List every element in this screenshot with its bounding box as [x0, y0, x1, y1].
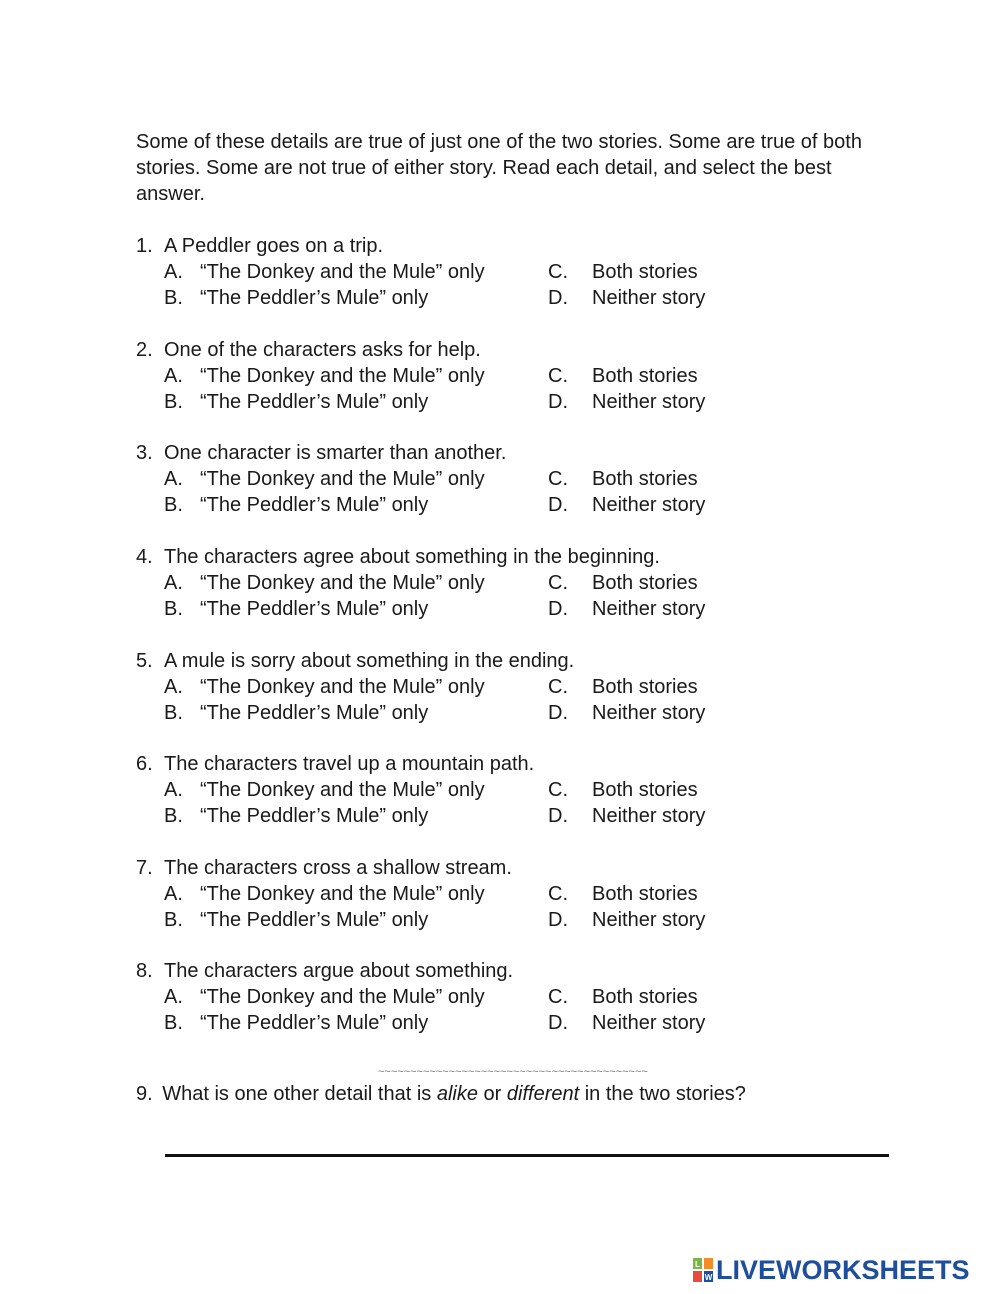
question-text: The characters travel up a mountain path.: [164, 753, 535, 775]
option-c[interactable]: Both stories: [592, 676, 698, 698]
emphasis-alike: alike: [436, 1083, 478, 1105]
option-a-letter[interactable]: A.: [164, 261, 183, 283]
option-d-letter[interactable]: D.: [548, 287, 568, 309]
question-number: 2.: [136, 339, 153, 361]
svg-text:W: W: [704, 1273, 713, 1282]
question-6: [136, 751, 896, 829]
option-a[interactable]: “The Donkey and the Mule” only: [200, 468, 485, 490]
option-d[interactable]: Neither story: [592, 391, 706, 413]
option-d[interactable]: Neither story: [592, 287, 706, 309]
option-d[interactable]: Neither story: [592, 909, 706, 931]
option-c[interactable]: Both stories: [592, 365, 698, 387]
question-9: [136, 1081, 746, 1107]
question-5: [136, 648, 896, 726]
option-b[interactable]: “The Peddler’s Mule” only: [200, 805, 429, 827]
option-a[interactable]: “The Donkey and the Mule” only: [200, 676, 485, 698]
question-number: 8.: [136, 960, 153, 982]
question-7: [136, 855, 896, 933]
option-d-letter[interactable]: D.: [548, 909, 568, 931]
option-c-letter[interactable]: C.: [548, 468, 568, 490]
option-d-letter[interactable]: D.: [548, 598, 568, 620]
option-a-letter[interactable]: A.: [164, 986, 183, 1008]
option-a[interactable]: “The Donkey and the Mule” only: [200, 779, 485, 801]
option-d[interactable]: Neither story: [592, 494, 706, 516]
option-c-letter[interactable]: C.: [548, 883, 568, 905]
option-c[interactable]: Both stories: [592, 779, 698, 801]
option-a-letter[interactable]: A.: [164, 883, 183, 905]
option-b-letter[interactable]: B.: [164, 909, 183, 931]
separator: ~~~~~~~~~~~~~~~~~~~~~~~~~~~~~~~~~~~~~~~~~~: [378, 1066, 648, 1078]
question-8: [136, 958, 896, 1036]
option-a[interactable]: “The Donkey and the Mule” only: [200, 261, 485, 283]
option-a-letter[interactable]: A.: [164, 468, 183, 490]
option-c-letter[interactable]: C.: [548, 676, 568, 698]
option-b-letter[interactable]: B.: [164, 805, 183, 827]
option-b[interactable]: “The Peddler’s Mule” only: [200, 702, 429, 724]
option-c[interactable]: Both stories: [592, 572, 698, 594]
question-text: The characters agree about something in the beginning.: [164, 546, 660, 568]
emphasis-different: different: [506, 1083, 580, 1105]
option-b-letter[interactable]: B.: [164, 494, 183, 516]
option-c-letter[interactable]: C.: [548, 779, 568, 801]
option-b[interactable]: “The Peddler’s Mule” only: [200, 1012, 429, 1034]
option-d-letter[interactable]: D.: [548, 1012, 568, 1034]
option-d-letter[interactable]: D.: [548, 702, 568, 724]
svg-text:L: L: [695, 1260, 700, 1269]
question-text: What is one other detail that is alike or different in the two stories?: [162, 1083, 746, 1105]
option-a-letter[interactable]: A.: [164, 572, 183, 594]
question-text: A Peddler goes on a trip.: [164, 235, 384, 257]
option-b-letter[interactable]: B.: [164, 702, 183, 724]
option-b-letter[interactable]: B.: [164, 1012, 183, 1034]
option-a-letter[interactable]: A.: [164, 365, 183, 387]
option-a-letter[interactable]: A.: [164, 779, 183, 801]
answer-input-line[interactable]: [165, 1154, 889, 1157]
option-c[interactable]: Both stories: [592, 883, 698, 905]
option-c-letter[interactable]: C.: [548, 572, 568, 594]
option-b-letter[interactable]: B.: [164, 598, 183, 620]
liveworksheets-logo: [692, 1256, 970, 1284]
question-1: [136, 233, 896, 311]
option-c[interactable]: Both stories: [592, 261, 698, 283]
option-d[interactable]: Neither story: [592, 805, 706, 827]
option-a[interactable]: “The Donkey and the Mule” only: [200, 883, 485, 905]
question-number: 3.: [136, 442, 153, 464]
option-a-letter[interactable]: A.: [164, 676, 183, 698]
option-b[interactable]: “The Peddler’s Mule” only: [200, 494, 429, 516]
option-a[interactable]: “The Donkey and the Mule” only: [200, 572, 485, 594]
option-d[interactable]: Neither story: [592, 598, 706, 620]
question-number: 9.: [136, 1083, 153, 1105]
option-c-letter[interactable]: C.: [548, 365, 568, 387]
option-d-letter[interactable]: D.: [548, 805, 568, 827]
instructions: Some of these details are true of just one of the two stories. Some are true of both stories. Some are not true of either story. Read each detail, and select the best answer.: [136, 131, 862, 205]
question-text: A mule is sorry about something in the ending.: [164, 650, 575, 672]
question-text: The characters cross a shallow stream.: [164, 857, 512, 879]
logo-text: LIVEWORKSHEETS: [716, 1254, 970, 1285]
option-d-letter[interactable]: D.: [548, 391, 568, 413]
option-c-letter[interactable]: C.: [548, 986, 568, 1008]
question-text: The characters argue about something.: [164, 960, 514, 982]
option-c[interactable]: Both stories: [592, 468, 698, 490]
question-text: One character is smarter than another.: [164, 442, 507, 464]
option-a[interactable]: “The Donkey and the Mule” only: [200, 365, 485, 387]
question-text: One of the characters asks for help.: [164, 339, 481, 361]
option-a[interactable]: “The Donkey and the Mule” only: [200, 986, 485, 1008]
question-4: [136, 544, 896, 622]
question-number: 5.: [136, 650, 153, 672]
option-d[interactable]: Neither story: [592, 702, 706, 724]
question-number: 1.: [136, 235, 153, 257]
question-3: [136, 440, 896, 518]
question-number: 4.: [136, 546, 153, 568]
option-d-letter[interactable]: D.: [548, 494, 568, 516]
option-c-letter[interactable]: C.: [548, 261, 568, 283]
option-b[interactable]: “The Peddler’s Mule” only: [200, 287, 429, 309]
option-b-letter[interactable]: B.: [164, 391, 183, 413]
question-number: 7.: [136, 857, 153, 879]
option-b[interactable]: “The Peddler’s Mule” only: [200, 391, 429, 413]
question-number: 6.: [136, 753, 153, 775]
option-c[interactable]: Both stories: [592, 986, 698, 1008]
option-b[interactable]: “The Peddler’s Mule” only: [200, 909, 429, 931]
option-b-letter[interactable]: B.: [164, 287, 183, 309]
option-b[interactable]: “The Peddler’s Mule” only: [200, 598, 429, 620]
logo-mark-icon: [692, 1257, 714, 1283]
option-d[interactable]: Neither story: [592, 1012, 706, 1034]
question-2: [136, 337, 896, 415]
